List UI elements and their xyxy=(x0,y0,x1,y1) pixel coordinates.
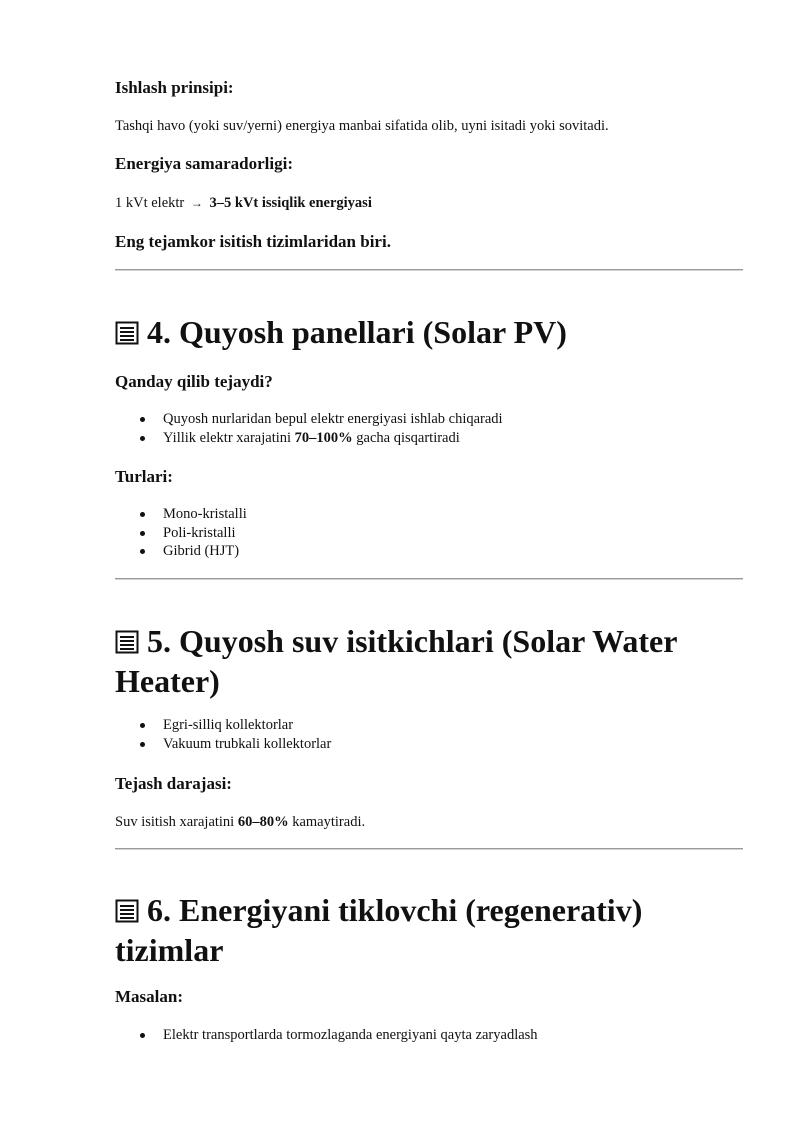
types-list xyxy=(115,505,247,561)
example-list xyxy=(115,1026,538,1045)
section-4-title xyxy=(115,312,743,352)
list-item: Quyosh nurlaridan bepul elektr energiyasi ishlab chiqaradi xyxy=(115,410,503,429)
principle-text: Tashqi havo (yoki suv/yerni) energiya manbai sifatida olib, uyni isitadi yoki sovitadi. xyxy=(115,118,609,134)
list-item: Mono-kristalli xyxy=(115,505,247,524)
summary-text: Eng tejamkor isitish tizimlaridan biri. xyxy=(115,232,391,251)
bullet-icon xyxy=(140,742,145,747)
list-item: Vakuum trubkali kollektorlar xyxy=(115,735,331,754)
section-5-title xyxy=(115,621,743,701)
efficiency-text xyxy=(115,194,372,213)
section-4-title-text: 4. Quyosh panellari (Solar PV) xyxy=(147,314,567,350)
section-6-title-text: 6. Energiyani tiklovchi (regenerativ) tizimlar xyxy=(115,892,643,968)
savings-heading: Tejash darajasi: xyxy=(115,774,232,793)
divider xyxy=(115,269,743,271)
section-5-title-text: 5. Quyosh suv isitkichlari (Solar Water Heater) xyxy=(115,623,677,699)
efficiency-heading: Energiya samaradorligi: xyxy=(115,154,294,173)
bullet-icon xyxy=(140,512,145,517)
bullet-icon xyxy=(140,531,145,536)
bullet-icon xyxy=(140,723,145,728)
types-heading: Turlari: xyxy=(115,467,173,486)
list-item: Poli-kristalli xyxy=(115,524,247,543)
bullet-icon xyxy=(140,436,145,441)
how-heading: Qanday qilib tejaydi? xyxy=(115,372,273,391)
divider xyxy=(115,848,743,850)
list-item: Egri-silliq kollektorlar xyxy=(115,716,331,735)
bullet-icon xyxy=(140,1033,145,1038)
efficiency-input: 1 kVt elektr xyxy=(115,195,185,211)
document-icon xyxy=(115,899,139,923)
list-item: Yillik elektr xarajatini 70–100% gacha qisqartiradi xyxy=(115,429,503,448)
savings-text: Suv isitish xarajatini 60–80% kamaytiradi. xyxy=(115,814,366,830)
divider xyxy=(115,578,743,580)
how-list xyxy=(115,410,503,447)
principle-heading: Ishlash prinsipi: xyxy=(115,78,234,97)
example-heading: Masalan: xyxy=(115,987,183,1006)
bullet-icon xyxy=(140,549,145,554)
list-item: Gibrid (HJT) xyxy=(115,542,247,561)
document-icon xyxy=(115,321,139,345)
document-icon xyxy=(115,630,139,654)
collector-list xyxy=(115,716,331,753)
list-item: Elektr transportlarda tormozlaganda energiyani qayta zaryadlash xyxy=(115,1026,538,1045)
efficiency-output: 3–5 kVt issiqlik energiyasi xyxy=(209,195,372,211)
bullet-icon xyxy=(140,417,145,422)
section-6-title xyxy=(115,890,743,970)
arrow-right-icon: → xyxy=(190,196,203,210)
